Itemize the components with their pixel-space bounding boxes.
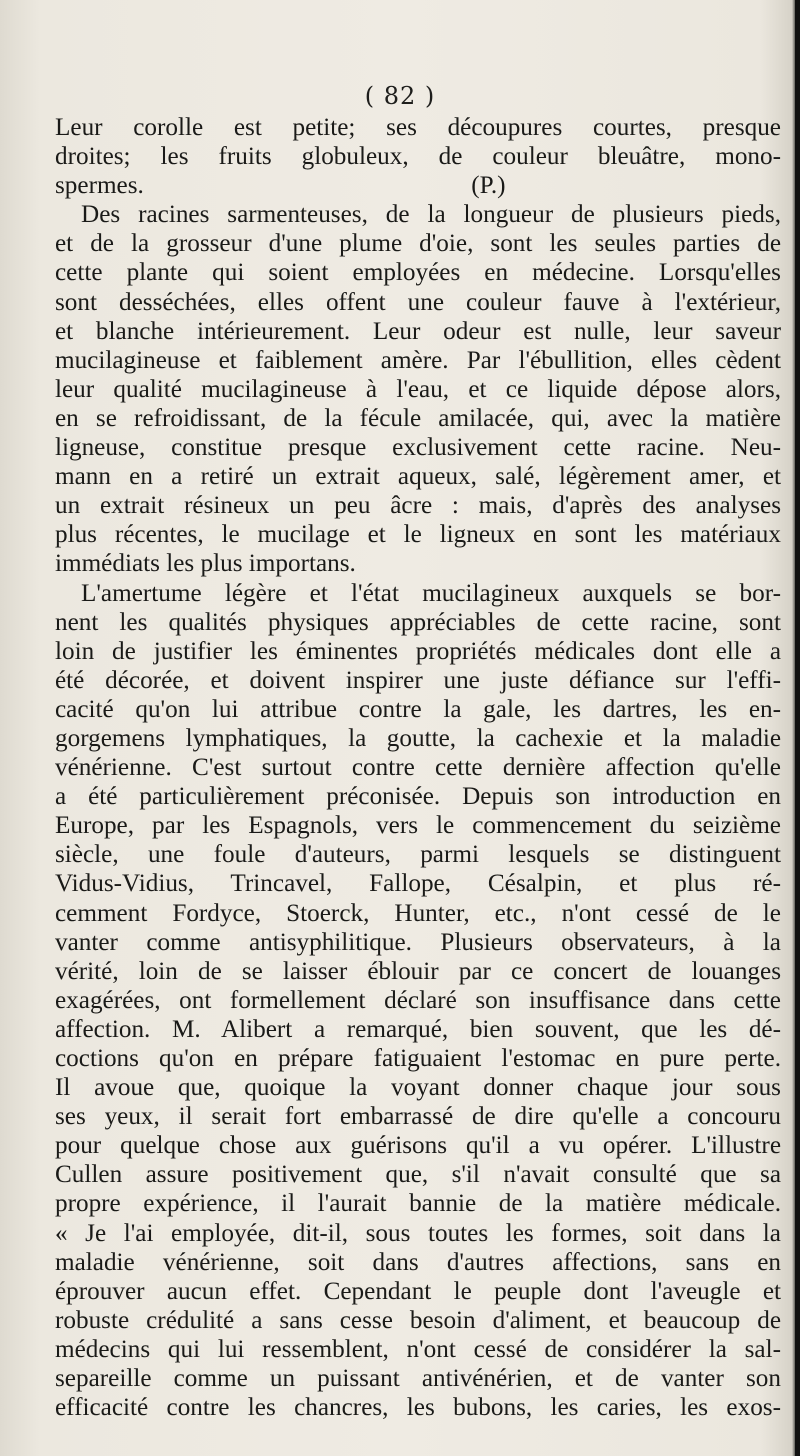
text-line: sont desséchées, elles offent une couleur fauve à l'extérieur, (55, 288, 781, 316)
text-line: éprouver aucun effet. Cependant le peuple dont l'aveugle et (55, 1277, 781, 1305)
text-line: et blanche intérieurement. Leur odeur est nulle, leur saveur (55, 317, 781, 345)
text-line: mann en a retiré un extrait aqueux, salé, légèrement amer, et (55, 463, 781, 491)
text-line: coctions qu'on en prépare fatiguaient l'estomac en pure perte. (55, 1045, 781, 1072)
text-line: vanter comme antisyphilitique. Plusieurs observateurs, à la (55, 928, 781, 956)
text-line: un extrait résineux un peu âcre : mais, d'après des analyses (55, 492, 781, 520)
text-line: separeille comme un puissant antivénérien, et de vanter son (55, 1365, 781, 1393)
text-line: efficacité contre les chancres, les bubons, les caries, les exos- (55, 1394, 781, 1422)
text-line: propre expérience, il l'aurait bannie de la matière médicale. (55, 1190, 781, 1218)
page-number: ( 82 ) (364, 82, 436, 110)
text-line: droites; les fruits globuleux, de couleur bleuâtre, mono- (55, 143, 781, 171)
text-line: immédiats les plus importans. (55, 550, 356, 578)
text-line: nent les qualités physiques appréciables de cette racine, sont (55, 608, 781, 636)
text-line: cemment Fordyce, Stoerck, Hunter, etc., n'ont cessé de le (55, 899, 781, 927)
text-line: L'amertume légère et l'état mucilagineux auxquels se bor- (81, 579, 781, 607)
text-line: vénérienne. C'est surtout contre cette dernière affection qu'elle (55, 754, 781, 782)
text-line: robuste crédulité a sans cesse besoin d'aliment, et beaucoup de (55, 1306, 781, 1334)
text-line: cette plante qui soient employées en médecine. Lorsqu'elles (55, 259, 781, 287)
text-line: affection. M. Alibert a remarqué, bien souvent, que les dé- (55, 1015, 781, 1043)
text-line: vérité, loin de se laisser éblouir par ce concert de louanges (55, 957, 781, 985)
text-line: Europe, par les Espagnols, vers le commencement du seizième (55, 812, 781, 840)
text-line: mucilagineuse et faiblement amère. Par l'ébullition, elles cèdent (55, 346, 781, 374)
text-line: a été particulièrement préconisée. Depuis son introduction en (55, 783, 781, 811)
text-line: ligneuse, constitue presque exclusivement cette racine. Neu- (55, 434, 781, 462)
text-line: siècle, une foule d'auteurs, parmi lesquels se distinguent (55, 841, 781, 869)
text-line: Cullen assure positivement que, s'il n'avait consulté que sa (55, 1161, 781, 1189)
text-line: et de la grosseur d'une plume d'oie, sont les seules parties de (55, 230, 781, 258)
text-line: Des racines sarmenteuses, de la longueur de plusieurs pieds, (81, 201, 781, 229)
text-line: ses yeux, il serait fort embarrassé de dire qu'elle a concouru (55, 1103, 781, 1131)
text-line: été décorée, et doivent inspirer une juste défiance sur l'effi- (55, 666, 781, 694)
text-line: cacité qu'on lui attribue contre la gale, les dartres, les en- (55, 695, 781, 723)
text-line: Vidus-Vidius, Trincavel, Fallope, Césalpin, et plus ré- (55, 870, 781, 898)
text-line: « Je l'ai employée, dit-il, sous toutes les formes, soit dans la (55, 1219, 781, 1247)
text-line: médecins qui lui ressemblent, n'ont cessé de considérer la sal- (55, 1335, 781, 1363)
text-line: gorgemens lymphatiques, la goutte, la cachexie et la maladie (55, 724, 781, 752)
page-edge-shadow (795, 0, 800, 1456)
text-line: spermes. (P.) (55, 172, 506, 200)
text-line: leur qualité mucilagineuse à l'eau, et ce liquide dépose alors, (55, 375, 781, 403)
text-line: pour quelque chose aux guérisons qu'il a vu opérer. L'illustre (55, 1132, 781, 1160)
body-text (55, 113, 781, 1422)
text-line: Il avoue que, quoique la voyant donner chaque jour sous (55, 1074, 781, 1102)
text-line: loin de justifier les éminentes propriétés médicales dont elle a (55, 637, 781, 665)
text-line: exagérées, ont formellement déclaré son insuffisance dans cette (55, 986, 781, 1014)
text-line: en se refroidissant, de la fécule amilacée, qui, avec la matière (55, 404, 781, 432)
text-line: maladie vénérienne, soit dans d'autres affections, sans en (55, 1248, 781, 1276)
text-line: plus récentes, le mucilage et le ligneux en sont les matériaux (55, 521, 781, 549)
text-line: Leur corolle est petite; ses découpures courtes, presque (55, 114, 781, 141)
